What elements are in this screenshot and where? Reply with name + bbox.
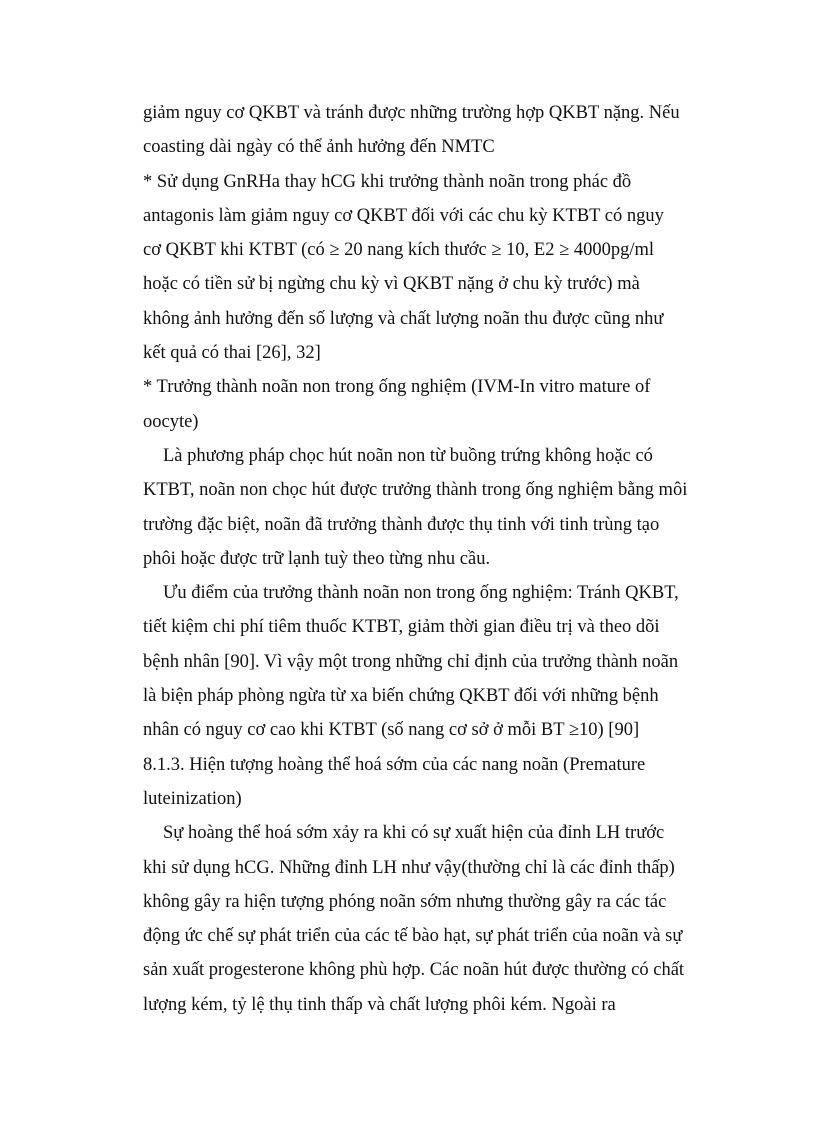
text-line: không gây ra hiện tượng phóng noãn sớm nhưng thường gây ra các tác [143, 891, 667, 912]
text-line: phôi hoặc được trữ lạnh tuỳ theo từng nhu cầu. [143, 548, 491, 569]
text-line: Sự hoàng thể hoá sớm xảy ra khi có sự xuất hiện của đỉnh LH trước [163, 823, 665, 844]
text-line: tiết kiệm chi phí tiêm thuốc KTBT, giảm thời gian điều trị và theo dõi [143, 617, 660, 638]
text-line: * Trưởng thành noãn non trong ống nghiệm (IVM-In vitro mature of [143, 377, 651, 398]
body-text [143, 96, 703, 1022]
text-line: động ức chế sự phát triển của các tế bào hạt, sự phát triển của noãn và sự [143, 926, 683, 947]
text-line: * Sử dụng GnRHa thay hCG khi trưởng thành noãn trong phác đồ [143, 171, 632, 192]
text-line: hoặc có tiền sử bị ngừng chu kỳ vì QKBT nặng ở chu kỳ trước) mà [143, 274, 640, 295]
text-line: sản xuất progesterone không phù hợp. Các noãn hút được thường có chất [143, 960, 685, 981]
text-line: là biện pháp phòng ngừa từ xa biến chứng QKBT đối với những bệnh [143, 686, 659, 707]
text-line: oocyte) [143, 411, 199, 432]
text-line: antagonis làm giảm nguy cơ QKBT đối với các chu kỳ KTBT có nguy [143, 205, 664, 226]
text-line: KTBT, noãn non chọc hút được trưởng thành trong ống nghiệm bằng môi [143, 480, 688, 501]
text-line: 8.1.3. Hiện tượng hoàng thể hoá sớm của các nang noãn (Premature [143, 754, 646, 775]
text-line: bệnh nhân [90]. Vì vậy một trong những chỉ định của trưởng thành noãn [143, 651, 679, 672]
text-line: trường đặc biệt, noãn đã trưởng thành được thụ tinh với tinh trùng tạo [143, 514, 660, 535]
text-line: nhân có nguy cơ cao khi KTBT (số nang cơ sở ở mỗi BT ≥10) [90] [143, 720, 640, 741]
text-line: coasting dài ngày có thể ảnh hưởng đến NMTC [143, 137, 495, 158]
text-line: Ưu điểm của trưởng thành noãn non trong ống nghiệm: Tránh QKBT, [163, 583, 679, 604]
text-line: khi sử dụng hCG. Những đỉnh LH như vậy(thường chỉ là các đỉnh thấp) [143, 857, 675, 878]
text-line: luteinization) [143, 788, 242, 809]
text-line: lượng kém, tỷ lệ thụ tinh thấp và chất lượng phôi kém. Ngoài ra [143, 994, 616, 1015]
text-line: giảm nguy cơ QKBT và tránh được những trường hợp QKBT nặng. Nếu [143, 103, 680, 123]
text-line: kết quả có thai [26], 32] [143, 343, 321, 364]
text-line: cơ QKBT khi KTBT (có ≥ 20 nang kích thước ≥ 10, E2 ≥ 4000pg/ml [143, 240, 655, 261]
text-line: không ảnh hưởng đến số lượng và chất lượng noãn thu được cũng như [143, 308, 664, 329]
text-line: Là phương pháp chọc hút noãn non từ buồng trứng không hoặc có [163, 445, 653, 466]
